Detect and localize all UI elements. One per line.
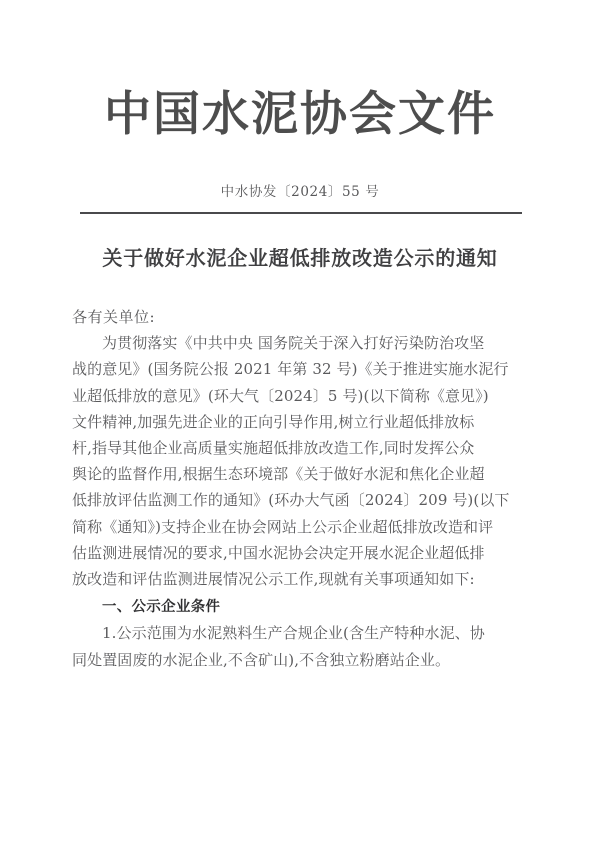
document-title: 关于做好水泥企业超低排放改造公示的通知 — [102, 246, 498, 270]
main-paragraph — [72, 330, 530, 592]
body-line: 业超低排放的意见》(环大气〔2024〕5 号)(以下简称《意见》) — [72, 386, 489, 405]
salutation: 各有关单位: — [72, 308, 156, 326]
body-line: 低排放评估监测工作的通知》(环办大气函〔2024〕209 号)(以下 — [72, 491, 510, 510]
section-heading-1: 一、公示企业条件 — [102, 599, 221, 616]
item-line: 1.公示范围为水泥熟料生产合规企业(含生产特种水泥、协 — [102, 624, 485, 643]
body-line: 杆,指导其他企业高质量实施超低排放改造工作,同时发挥公众 — [72, 439, 475, 458]
body-line: 战的意见》(国务院公报 2021 年第 32 号)《关于推进实施水泥行 — [72, 360, 509, 379]
body-line: 简称《通知》)支持企业在协会网站上公示企业超低排放改造和评 — [72, 517, 494, 536]
document-body — [72, 304, 530, 673]
body-line: 舆论的监督作用,根据生态环境部《关于做好水泥和焦化企业超 — [72, 465, 485, 484]
numbered-item-1 — [72, 620, 530, 672]
body-line: 文件精神,加强先进企业的正向引导作用,树立行业超低排放标 — [72, 412, 475, 431]
body-line: 放改造和评估监测进展情况公示工作,现就有关事项通知如下: — [72, 570, 475, 589]
document-masthead: 中国水泥协会文件 — [104, 87, 496, 142]
body-line: 估监测进展情况的要求,中国水泥协会决定开展水泥企业超低排 — [72, 543, 485, 562]
masthead-divider-rule — [80, 212, 522, 214]
item-line: 同处置固废的水泥企业,不含矿山),不含独立粉磨站企业。 — [72, 650, 451, 669]
body-line: 为贯彻落实《中共中央 国务院关于深入打好污染防治攻坚 — [102, 334, 485, 353]
document-number: 中水协发〔2024〕55 号 — [220, 184, 380, 200]
